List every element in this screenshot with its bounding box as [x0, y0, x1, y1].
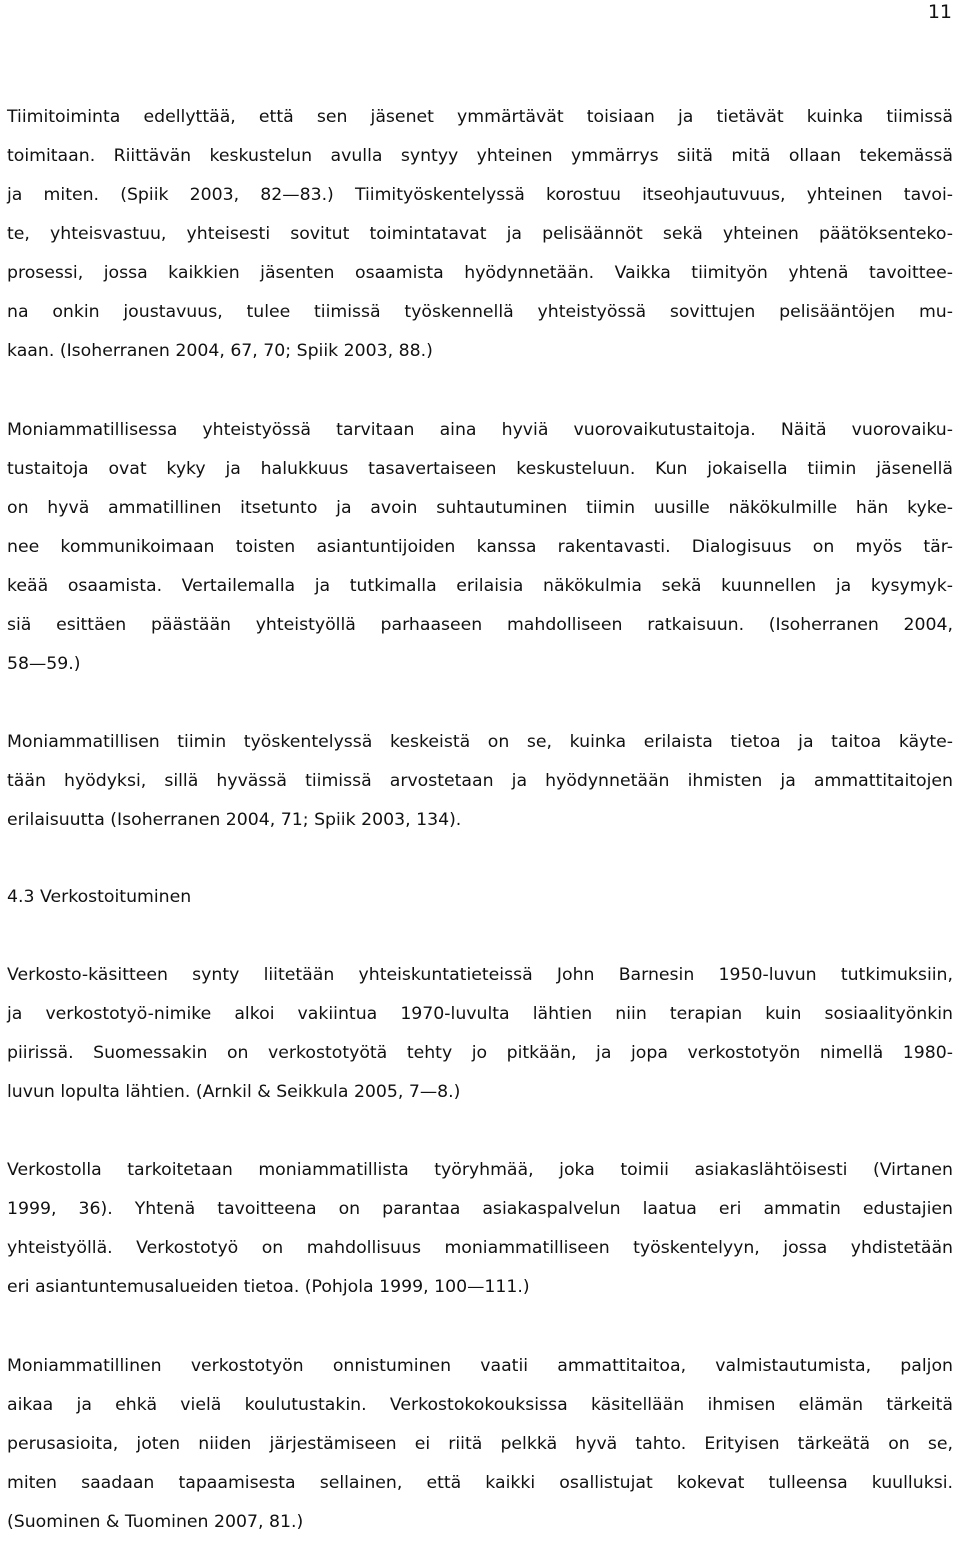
text-line: Verkostolla tarkoitetaan moniammatillista työryhmää, joka toimii asiakaslähtöisesti (Virtanen	[7, 1160, 953, 1180]
text-line: nee kommunikoimaan toisten asiantuntijoiden kanssa rakentavasti. Dialogisuus on myös tär-	[7, 537, 953, 557]
text-line: erilaisuutta (Isoherranen 2004, 71; Spiik 2003, 134).	[7, 810, 462, 830]
text-line: perusasioita, joten niiden järjestämiseen ei riitä pelkkä hyvä tahto. Erityisen tärkeätä on se,	[7, 1434, 953, 1454]
paragraph-network-definition	[7, 1151, 953, 1307]
text-line: miten saadaan tapaamisesta sellainen, että kaikki osallistujat kokevat tulleensa kuulluksi.	[7, 1473, 953, 1493]
text-line: siä esittäen päästään yhteistyöllä parhaaseen mahdolliseen ratkaisuun. (Isoherranen 2004,	[7, 615, 953, 635]
paragraph-interaction-skills	[7, 411, 953, 684]
text-line: 1999, 36). Yhtenä tavoitteena on parantaa asiakaspalvelun laatua eri ammatin edustajien	[7, 1199, 953, 1219]
text-line: aikaa ja ehkä vielä koulutustakin. Verkostokokouksissa käsitellään ihmisen elämän tärkeitä	[7, 1395, 953, 1415]
text-line: kaan. (Isoherranen 2004, 67, 70; Spiik 2003, 88.)	[7, 341, 433, 361]
section-heading	[7, 878, 953, 917]
paragraph-network-concept	[7, 956, 953, 1112]
text-line: (Suominen & Tuominen 2007, 81.)	[7, 1512, 304, 1532]
text-line: Moniammatillisen tiimin työskentelyssä keskeistä on se, kuinka erilaista tietoa ja taitoa käyte-	[7, 732, 953, 752]
text-line: Moniammatillisessa yhteistyössä tarvitaan aina hyviä vuorovaikutustaitoja. Näitä vuorovaiku-	[7, 420, 953, 440]
text-line: 58—59.)	[7, 654, 81, 674]
paragraph-team-knowledge	[7, 723, 953, 840]
text-line: Verkosto-käsitteen synty liitetään yhteiskuntatieteissä John Barnesin 1950-luvun tutkimuksiin,	[7, 965, 953, 985]
text-line: on hyvä ammatillinen itsetunto ja avoin suhtautuminen tiimin uusille näkökulmille hän kyke-	[7, 498, 953, 518]
text-line: Moniammatillinen verkostotyön onnistuminen vaatii ammattitaitoa, valmistautumista, paljon	[7, 1356, 953, 1376]
text-line: tään hyödyksi, sillä hyvässä tiimissä arvostetaan ja hyödynnetään ihmisten ja ammattitaitojen	[7, 771, 953, 791]
text-line: Tiimitoiminta edellyttää, että sen jäsenet ymmärtävät toisiaan ja tietävät kuinka tiimissä	[7, 107, 953, 127]
text-line: prosessi, jossa kaikkien jäsenten osaamista hyödynnetään. Vaikka tiimityön yhtenä tavoittee-	[7, 263, 953, 283]
paragraph-network-success	[7, 1347, 953, 1542]
text-line: ja verkostotyö-nimike alkoi vakiintua 1970-luvulta lähtien niin terapian kuin sosiaalityönkin	[7, 1004, 953, 1024]
text-line: toimitaan. Riittävän keskustelun avulla syntyy yhteinen ymmärrys siitä mitä ollaan tekemässä	[7, 146, 953, 166]
page-number: 11	[927, 1, 952, 23]
text-line: eri asiantuntemusalueiden tietoa. (Pohjola 1999, 100—111.)	[7, 1277, 530, 1297]
text-line: piirissä. Suomessakin on verkostotyötä tehty jo pitkään, ja jopa verkostotyön nimellä 1980-	[7, 1043, 953, 1063]
text-line: te, yhteisvastuu, yhteisesti sovitut toimintatavat ja pelisäännöt sekä yhteinen päätöksenteko-	[7, 224, 953, 244]
paragraph-teamwork	[7, 98, 953, 371]
text-line: na onkin joustavuus, tulee tiimissä työskennellä yhteistyössä sovittujen pelisääntöjen mu-	[7, 302, 953, 322]
text-line: ja miten. (Spiik 2003, 82—83.) Tiimityöskentelyssä korostuu itseohjautuvuus, yhteinen tavoi-	[7, 185, 953, 205]
text-line: yhteistyöllä. Verkostotyö on mahdollisuus moniammatilliseen työskentelyyn, jossa yhdistetään	[7, 1238, 953, 1258]
text-line: tustaitoja ovat kyky ja halukkuus tasavertaiseen keskusteluun. Kun jokaisella tiimin jäsenellä	[7, 459, 953, 479]
text-line: keää osaamista. Vertailemalla ja tutkimalla erilaisia näkökulmia sekä kuunnellen ja kysymyk-	[7, 576, 953, 596]
section-heading-text: 4.3 Verkostoituminen	[7, 887, 192, 907]
text-line: luvun lopulta lähtien. (Arnkil & Seikkula 2005, 7—8.)	[7, 1082, 461, 1102]
